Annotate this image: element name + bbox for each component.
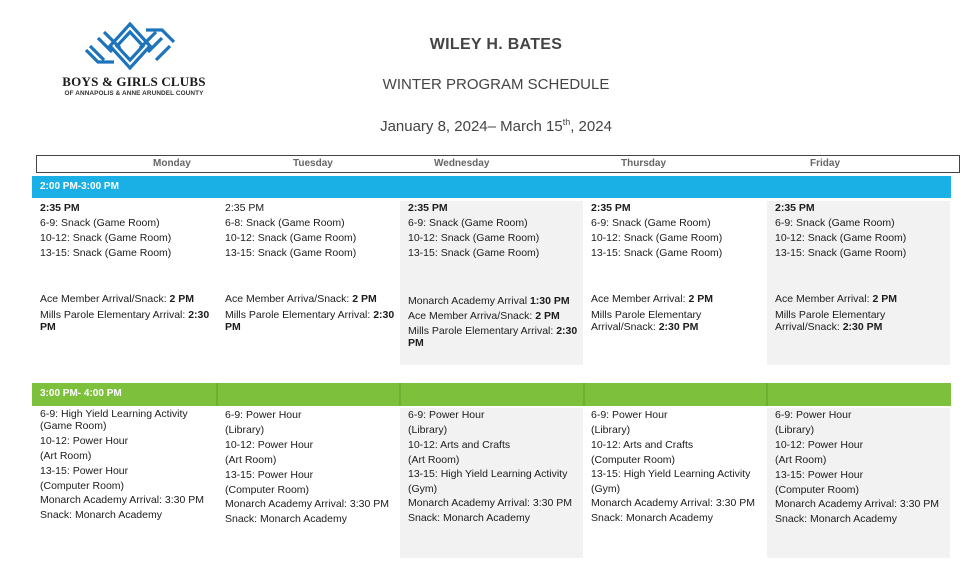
arrival-time: 2 PM	[535, 310, 560, 322]
cell-line: 10-12: Power Hour	[775, 439, 864, 451]
cell-line: Monarch Academy Arrival: 3:30 PM	[591, 497, 755, 509]
day-friday: Friday	[810, 158, 841, 169]
time-block-band	[32, 176, 951, 198]
schedule-cell-friday-afternoon	[767, 201, 950, 365]
cell-line: (Art Room)	[225, 454, 277, 466]
cell-line: 6-9: Snack (Game Room)	[408, 217, 528, 229]
cell-line: 6-9: Power Hour	[591, 409, 668, 421]
schedule-subtitle: WINTER PROGRAM SCHEDULE	[382, 76, 610, 93]
schedule-cell-tuesday-late	[217, 408, 400, 558]
schedule-cell-wednesday-late	[400, 408, 583, 558]
time-block-band	[32, 383, 951, 406]
arrival-time: 1:30 PM	[529, 295, 570, 307]
cell-line: (Library)	[775, 424, 815, 436]
arrival-text: Ace Member Arrival/Snack:	[40, 293, 170, 305]
schedule-cell-thursday-late	[583, 408, 766, 558]
time-block-label: 3:00 PM- 4:00 PM	[40, 388, 122, 399]
arrival-text: Monarch Academy Arrival	[408, 295, 530, 307]
schedule-cell-wednesday-afternoon	[400, 201, 583, 365]
arrival-time: 2:30 PM	[658, 321, 699, 333]
cell-line: 13-15: Snack (Game Room)	[40, 247, 172, 259]
arrival-text: Ace Member Arriva/Snack:	[408, 310, 536, 322]
cell-line: Snack: Monarch Academy	[225, 513, 347, 525]
cell-line: 13-15: High Yield Learning Activity	[591, 468, 751, 480]
cell-line: 6-9: Snack (Game Room)	[591, 217, 711, 229]
cell-line: 6-9: Snack (Game Room)	[40, 217, 160, 229]
band-divider	[399, 383, 401, 406]
arrival-text: Mills Parole Elementary Arrival/Snack:	[591, 309, 702, 333]
schedule-cell-monday-late	[32, 408, 215, 558]
arrival-time: 2:30 PM	[40, 309, 210, 333]
cell-time: 2:35 PM	[775, 202, 815, 214]
schedule-cell-tuesday-afternoon	[217, 201, 400, 365]
schedule-cell-thursday-afternoon	[583, 201, 766, 365]
cell-line: 13-15: Snack (Game Room)	[775, 247, 907, 259]
arrival-text: Mills Parole Elementary Arrival/Snack:	[775, 309, 886, 333]
arrival-time: 2 PM	[872, 293, 897, 305]
schedule-cell-monday-afternoon	[32, 201, 215, 365]
date-range-start: January 8, 2024– March 15	[380, 118, 563, 135]
arrival-text: Ace Member Arrival:	[591, 293, 689, 305]
arrival-time: 2 PM	[169, 293, 195, 305]
arrival-time: 2:30 PM	[408, 325, 578, 349]
logo-name: BOYS & GIRLS CLUBS	[62, 74, 206, 89]
cell-line: (Computer Room)	[40, 480, 125, 492]
cell-line: Snack: Monarch Academy	[40, 509, 162, 521]
cell-line: 13-15: Snack (Game Room)	[408, 247, 540, 259]
cell-line: Monarch Academy Arrival: 3:30 PM	[40, 494, 204, 506]
day-thursday: Thursday	[621, 158, 667, 169]
band-divider	[766, 383, 768, 406]
cell-line: (Library)	[591, 424, 631, 436]
day-wednesday: Wednesday	[434, 158, 490, 169]
cell-line: 6-9: Power Hour	[775, 409, 852, 421]
cell-line: 10-12: Power Hour	[225, 439, 314, 451]
cell-line: 10-12: Arts and Crafts	[591, 439, 694, 451]
cell-line: (Art Room)	[775, 454, 827, 466]
cell-line: 6-9: High Yield Learning Activity (Game Room)	[40, 408, 188, 432]
arrival-time: 2:30 PM	[842, 321, 883, 333]
cell-line: Monarch Academy Arrival: 3:30 PM	[775, 498, 939, 510]
cell-line: (Gym)	[591, 483, 621, 495]
cell-line: (Computer Room)	[775, 484, 860, 496]
cell-line: (Gym)	[408, 483, 438, 495]
cell-line: (Library)	[225, 424, 265, 436]
cell-line: (Art Room)	[408, 454, 460, 466]
cell-time: 2:35 PM	[591, 202, 631, 214]
band-divider	[583, 383, 585, 406]
cell-line: 6-9: Power Hour	[225, 409, 302, 421]
cell-line: Snack: Monarch Academy	[591, 512, 713, 524]
cell-line: 13-15: Snack (Game Room)	[591, 247, 723, 259]
arrival-text: Mills Parole Elementary Arrival:	[408, 325, 557, 337]
cell-line: 13-15: Power Hour	[40, 465, 129, 477]
cell-line: Snack: Monarch Academy	[408, 512, 530, 524]
cell-time: 2:35 PM	[40, 202, 80, 214]
day-tuesday: Tuesday	[293, 158, 333, 169]
arrival-time: 2 PM	[688, 293, 713, 305]
cell-line: 6-8: Snack (Game Room)	[225, 217, 345, 229]
cell-line: 10-12: Snack (Game Room)	[591, 232, 723, 244]
date-range	[0, 117, 979, 135]
cell-line: 13-15: Power Hour	[225, 469, 314, 481]
cell-time: 2:35 PM	[225, 202, 265, 214]
date-range-year: , 2024	[570, 118, 612, 135]
cell-line: 13-15: Snack (Game Room)	[225, 247, 357, 259]
cell-line: 13-15: Power Hour	[775, 469, 864, 481]
time-block-label: 2:00 PM-3:00 PM	[40, 181, 119, 192]
cell-line: Monarch Academy Arrival: 3:30 PM	[225, 498, 389, 510]
arrival-text: Mills Parole Elementary Arrival:	[40, 309, 189, 321]
arrival-text: Ace Member Arrival:	[775, 293, 873, 305]
day-monday: Monday	[153, 158, 191, 169]
cell-line: (Computer Room)	[225, 484, 310, 496]
cell-line: (Computer Room)	[591, 454, 676, 466]
cell-line: (Art Room)	[40, 450, 92, 462]
logo-subtitle: OF ANNAPOLIS & ANNE ARUNDEL COUNTY	[64, 90, 204, 97]
cell-line: 13-15: High Yield Learning Activity	[408, 468, 568, 480]
weekday-header	[36, 155, 960, 173]
cell-line: 10-12: Snack (Game Room)	[40, 232, 172, 244]
cell-time: 2:35 PM	[408, 202, 448, 214]
arrival-text: Ace Member Arriva/Snack:	[225, 293, 353, 305]
schedule-cell-friday-late	[767, 408, 950, 558]
cell-line: (Library)	[408, 424, 448, 436]
cell-line: 10-12: Snack (Game Room)	[775, 232, 907, 244]
cell-line: Monarch Academy Arrival: 3:30 PM	[408, 497, 572, 509]
date-ordinal: th	[562, 117, 571, 127]
cell-line: Snack: Monarch Academy	[775, 513, 897, 525]
page-title: WILEY H. BATES	[429, 36, 563, 53]
arrival-time: 2:30 PM	[225, 309, 395, 333]
cell-line: 6-9: Power Hour	[408, 409, 485, 421]
arrival-time: 2 PM	[352, 293, 377, 305]
band-divider	[216, 383, 218, 406]
cell-line: 10-12: Power Hour	[40, 435, 129, 447]
cell-line: 10-12: Snack (Game Room)	[408, 232, 540, 244]
cell-line: 10-12: Snack (Game Room)	[225, 232, 357, 244]
cell-line: 6-9: Snack (Game Room)	[775, 217, 895, 229]
arrival-text: Mills Parole Elementary Arrival:	[225, 309, 374, 321]
cell-line: 10-12: Arts and Crafts	[408, 439, 511, 451]
